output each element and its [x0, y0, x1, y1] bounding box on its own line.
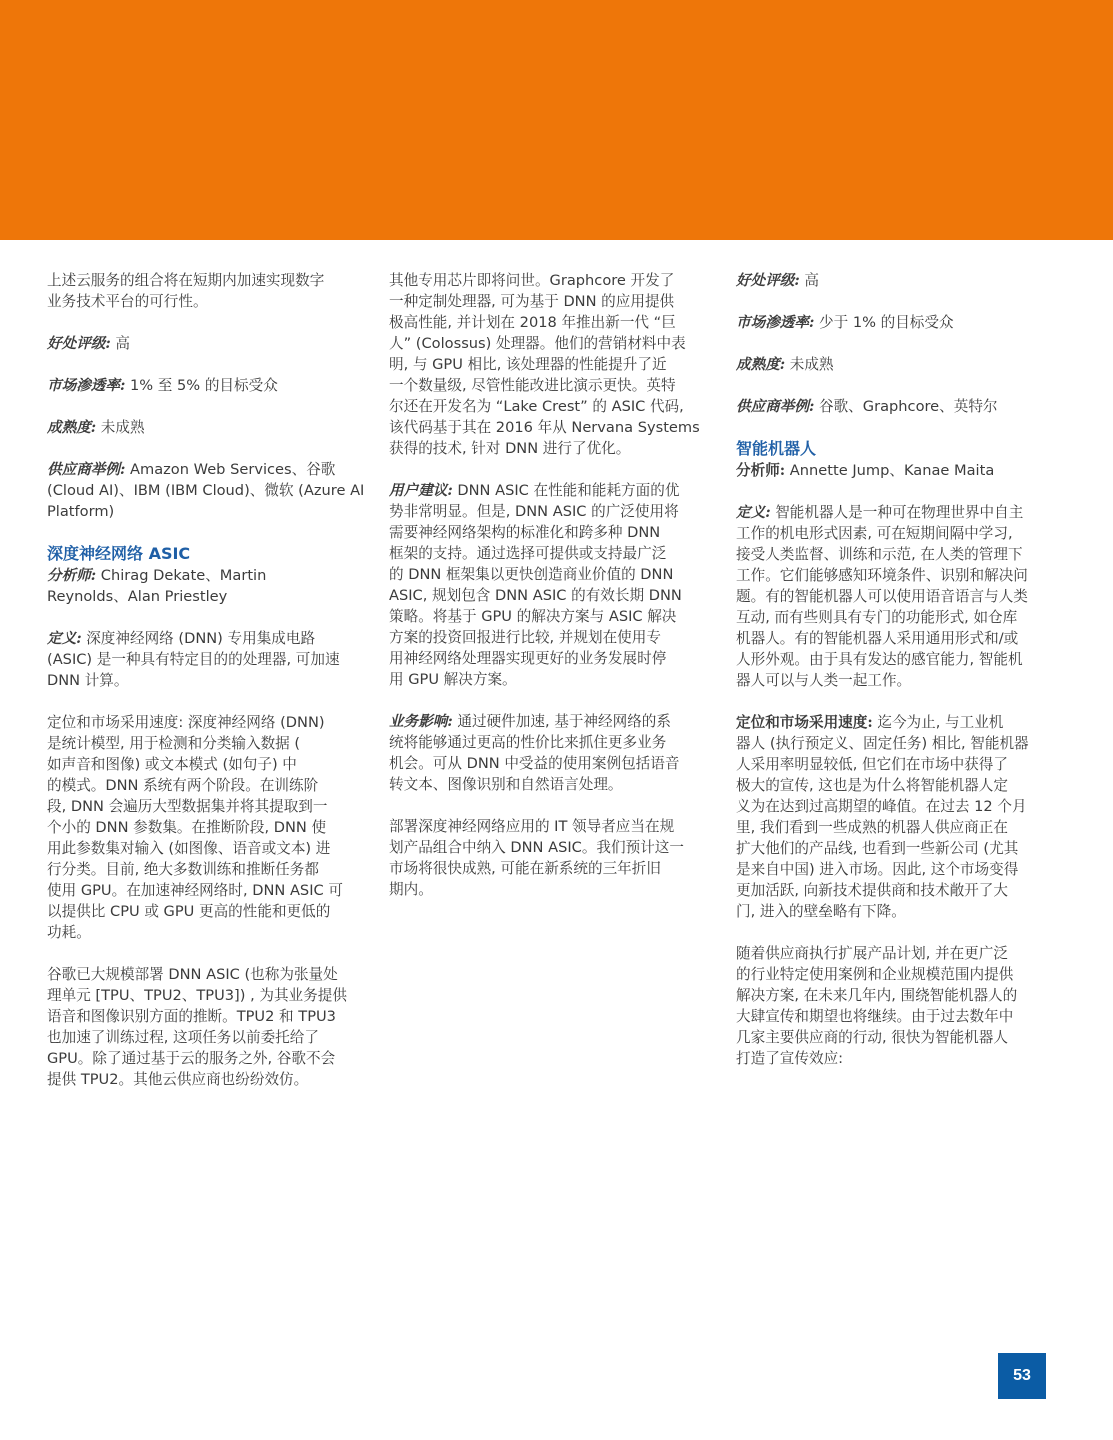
text-line: 期内。: [389, 881, 433, 898]
maturity-value: 未成熟: [96, 419, 145, 436]
text-line: 工作。它们能够感知环境条件、识别和解决问: [736, 567, 1028, 584]
text-line: 上述云服务的组合将在短期内加速实现数字: [47, 272, 325, 289]
text-line: 机器人。有的智能机器人采用通用形式和/或: [736, 630, 1019, 647]
analyst: [47, 565, 359, 607]
market-penetration-label: 市场渗透率:: [47, 377, 126, 394]
sample-vendors-label: 供应商举例:: [736, 398, 815, 415]
definition-label: 定义:: [47, 630, 82, 647]
sample-vendors: [736, 396, 1056, 417]
text-line: Amazon Web Services、谷歌: [125, 461, 336, 478]
text-line: 提供 TPU2。其他云供应商也纷纷效仿。: [47, 1071, 309, 1088]
text-line: 用此参数集对输入 (如图像、语音或文本) 进: [47, 840, 331, 857]
text-line: 部署深度神经网络应用的 IT 领导者应当在规: [389, 818, 675, 835]
orange-header-banner: [0, 0, 1113, 240]
text-line: 行分类。目前, 绝大多数训练和推断任务都: [47, 861, 319, 878]
text-line: 极大的宣传, 这也是为什么将智能机器人定: [736, 777, 1008, 794]
business-impact: [389, 711, 701, 795]
text-line: 是来自中国) 进入市场。因此, 这个市场变得: [736, 861, 1019, 878]
text-line: 大肆宣传和期望也将继续。由于过去数年中: [736, 1008, 1014, 1025]
text-line: 人形外观。由于具有发达的感官能力, 智能机: [736, 651, 1023, 668]
benefit-rating-label: 好处评级:: [47, 335, 111, 352]
text-line: (ASIC) 是一种具有特定目的的处理器, 可加速: [47, 651, 340, 668]
market-penetration-value: 1% 至 5% 的目标受众: [125, 377, 278, 394]
text-line: 解决方案, 在未来几年内, 围绕智能机器人的: [736, 987, 1018, 1004]
text-line: 也加速了训练过程, 这项任务以前委托给了: [47, 1029, 319, 1046]
text-line: 用神经网络处理器实现更好的业务发展时停: [389, 650, 667, 667]
text-line: 器人 (执行预定义、固定任务) 相比, 智能机器: [736, 735, 1029, 752]
text-line: 如声音和图像) 或文本模式 (如句子) 中: [47, 756, 297, 773]
text-line: 业务技术平台的可行性。: [47, 293, 208, 310]
text-line: 更加活跃, 向新技术提供商和技术敞开了大: [736, 882, 1008, 899]
user-advice: [389, 480, 701, 690]
text-line: 语音和图像识别方面的推断。TPU2 和 TPU3: [47, 1008, 336, 1025]
text-line: 需要神经网络架构的标准化和跨多种 DNN: [389, 524, 661, 541]
text-line: DNN 计算。: [47, 672, 129, 689]
market-penetration: [47, 375, 359, 396]
positioning-paragraph: [47, 712, 359, 943]
text-line: 谷歌已大规模部署 DNN ASIC (也称为张量处: [47, 966, 338, 983]
text-line: ASIC, 规划包含 DNN ASIC 的有效长期 DNN: [389, 587, 682, 604]
analyst: [736, 460, 1056, 481]
text-line: 里, 我们看到一些成熟的机器人供应商正在: [736, 819, 1008, 836]
column-left: [47, 270, 365, 1090]
business-impact-label: 业务影响:: [389, 713, 453, 730]
definition: [736, 502, 1056, 691]
text-line: 工作的机电形式因素, 可在短期间隔中学习,: [736, 525, 1013, 542]
text-line: 极高性能, 并计划在 2018 年推出新一代 “巨: [389, 314, 676, 331]
text-line: Reynolds、Alan Priestley: [47, 588, 228, 605]
positioning-label: 定位和市场采用速度:: [736, 714, 873, 731]
analyst-label: 分析师:: [47, 567, 97, 584]
text-line: 划产品组合中纳入 DNN ASIC。我们预计这一: [389, 839, 684, 856]
maturity-label: 成熟度:: [736, 356, 786, 373]
maturity-label: 成熟度:: [47, 419, 97, 436]
definition: [47, 628, 359, 691]
text-line: 定位和市场采用速度: 深度神经网络 (DNN): [47, 714, 325, 731]
text-line: 题。有的智能机器人可以使用语音语言与人类: [736, 588, 1028, 605]
benefit-rating-value: 高: [110, 335, 130, 352]
page-number: 53: [998, 1353, 1046, 1399]
analyst-value: Annette Jump、Kanae Maita: [785, 462, 995, 479]
text-line: 转文本、图像识别和自然语言处理。: [389, 776, 623, 793]
benefit-rating: [736, 270, 1056, 291]
continuation-paragraph: [389, 270, 701, 459]
text-line: 功耗。: [47, 924, 91, 941]
text-line: 尔还在开发名为 “Lake Crest” 的 ASIC 代码,: [389, 398, 684, 415]
section-title-smart-robots: 智能机器人: [736, 439, 817, 458]
text-line: 人采用率明显较低, 但它们在市场中获得了: [736, 756, 1008, 773]
maturity: [47, 417, 359, 438]
text-line: DNN ASIC 在性能和能耗方面的优: [452, 482, 680, 499]
text-line: 智能机器人是一种可在物理世界中自主: [770, 504, 1024, 521]
google-paragraph: [47, 964, 359, 1090]
text-line: 以提供比 CPU 或 GPU 更高的性能和更低的: [47, 903, 331, 920]
text-line: 势非常明显。但是, DNN ASIC 的广泛使用将: [389, 503, 679, 520]
benefit-rating-value: 高: [799, 272, 819, 289]
text-line: (Cloud AI)、IBM (IBM Cloud)、微软 (Azure AI: [47, 482, 365, 499]
text-line: 随着供应商执行扩展产品计划, 并在更广泛: [736, 945, 1008, 962]
text-line: 用 GPU 解决方案。: [389, 671, 517, 688]
text-line: 深度神经网络 (DNN) 专用集成电路: [81, 630, 316, 647]
text-line: 该代码基于其在 2016 年从 Nervana Systems: [389, 419, 700, 436]
user-advice-label: 用户建议:: [389, 482, 453, 499]
text-line: 一个数量级, 尽管性能改进比演示更快。英特: [389, 377, 676, 394]
text-line: 几家主要供应商的行动, 很快为智能机器人: [736, 1029, 1008, 1046]
maturity-value: 未成熟: [785, 356, 834, 373]
text-line: 打造了宣传效应:: [736, 1050, 844, 1067]
text-line: 统将能够通过更高的性价比来抓住更多业务: [389, 734, 667, 751]
column-middle: [389, 270, 701, 900]
text-line: 的模式。DNN 系统有两个阶段。在训练阶: [47, 777, 319, 794]
text-line: 接受人类监督、训练和示范, 在人类的管理下: [736, 546, 1023, 563]
text-line: 个小的 DNN 参数集。在推断阶段, DNN 使: [47, 819, 327, 836]
text-line: 人” (Colossus) 处理器。他们的营销材料中表: [389, 335, 686, 352]
text-line: 是统计模型, 用于检测和分类输入数据 (: [47, 735, 301, 752]
text-line: Chirag Dekate、Martin: [96, 567, 267, 584]
text-line: 器人可以与人类一起工作。: [736, 672, 912, 689]
text-line: 市场将很快成熟, 可能在新系统的三年折旧: [389, 860, 661, 877]
text-line: 获得的技术, 针对 DNN 进行了优化。: [389, 440, 631, 457]
expansion-paragraph: [736, 943, 1056, 1069]
intro-paragraph: [47, 270, 359, 312]
sample-vendors: [47, 459, 365, 522]
text-line: 机会。可从 DNN 中受益的使用案例包括语音: [389, 755, 680, 772]
deploy-paragraph: [389, 816, 701, 900]
text-line: 策略。将基于 GPU 的解决方案与 ASIC 解决: [389, 608, 677, 625]
positioning-paragraph: [736, 712, 1056, 922]
analyst-label: 分析师:: [736, 462, 786, 479]
text-line: 方案的投资回报进行比较, 并规划在使用专: [389, 629, 661, 646]
text-line: 扩大他们的产品线, 也看到一些新公司 (尤其: [736, 840, 1019, 857]
market-penetration-label: 市场渗透率:: [736, 314, 815, 331]
text-line: 理单元 [TPU、TPU2、TPU3]) , 为其业务提供: [47, 987, 347, 1004]
section-title-dnn-asic: 深度神经网络 ASIC: [47, 544, 191, 563]
column-right: [736, 270, 1056, 1069]
definition-label: 定义:: [736, 504, 771, 521]
text-line: 一种定制处理器, 可为基于 DNN 的应用提供: [389, 293, 675, 310]
text-line: 门, 进入的壁垒略有下降。: [736, 903, 906, 920]
sample-vendors-value: 谷歌、Graphcore、英特尔: [814, 398, 998, 415]
text-line: 框架的支持。通过选择可提供或支持最广泛: [389, 545, 667, 562]
text-line: 的 DNN 框架集以更快创造商业价值的 DNN: [389, 566, 674, 583]
text-line: 其他专用芯片即将问世。Graphcore 开发了: [389, 272, 675, 289]
maturity: [736, 354, 1056, 375]
text-line: 明, 与 GPU 相比, 该处理器的性能提升了近: [389, 356, 667, 373]
market-penetration: [736, 312, 1056, 333]
benefit-rating-label: 好处评级:: [736, 272, 800, 289]
text-line: 义为在达到过高期望的峰值。在过去 12 个月: [736, 798, 1027, 815]
text-line: 使用 GPU。在加速神经网络时, DNN ASIC 可: [47, 882, 343, 899]
text-line: 通过硬件加速, 基于神经网络的系: [452, 713, 671, 730]
text-line: 段, DNN 会遍历大型数据集并将其提取到一: [47, 798, 328, 815]
text-line: 的行业特定使用案例和企业规模范围内提供: [736, 966, 1014, 983]
text-line: 迄今为止, 与工业机: [872, 714, 1004, 731]
text-line: 互动, 而有些则具有专门的功能形式, 如仓库: [736, 609, 1018, 626]
market-penetration-value: 少于 1% 的目标受众: [814, 314, 954, 331]
text-line: GPU。除了通过基于云的服务之外, 谷歌不会: [47, 1050, 336, 1067]
benefit-rating: [47, 333, 359, 354]
sample-vendors-label: 供应商举例:: [47, 461, 126, 478]
text-line: Platform): [47, 503, 115, 520]
